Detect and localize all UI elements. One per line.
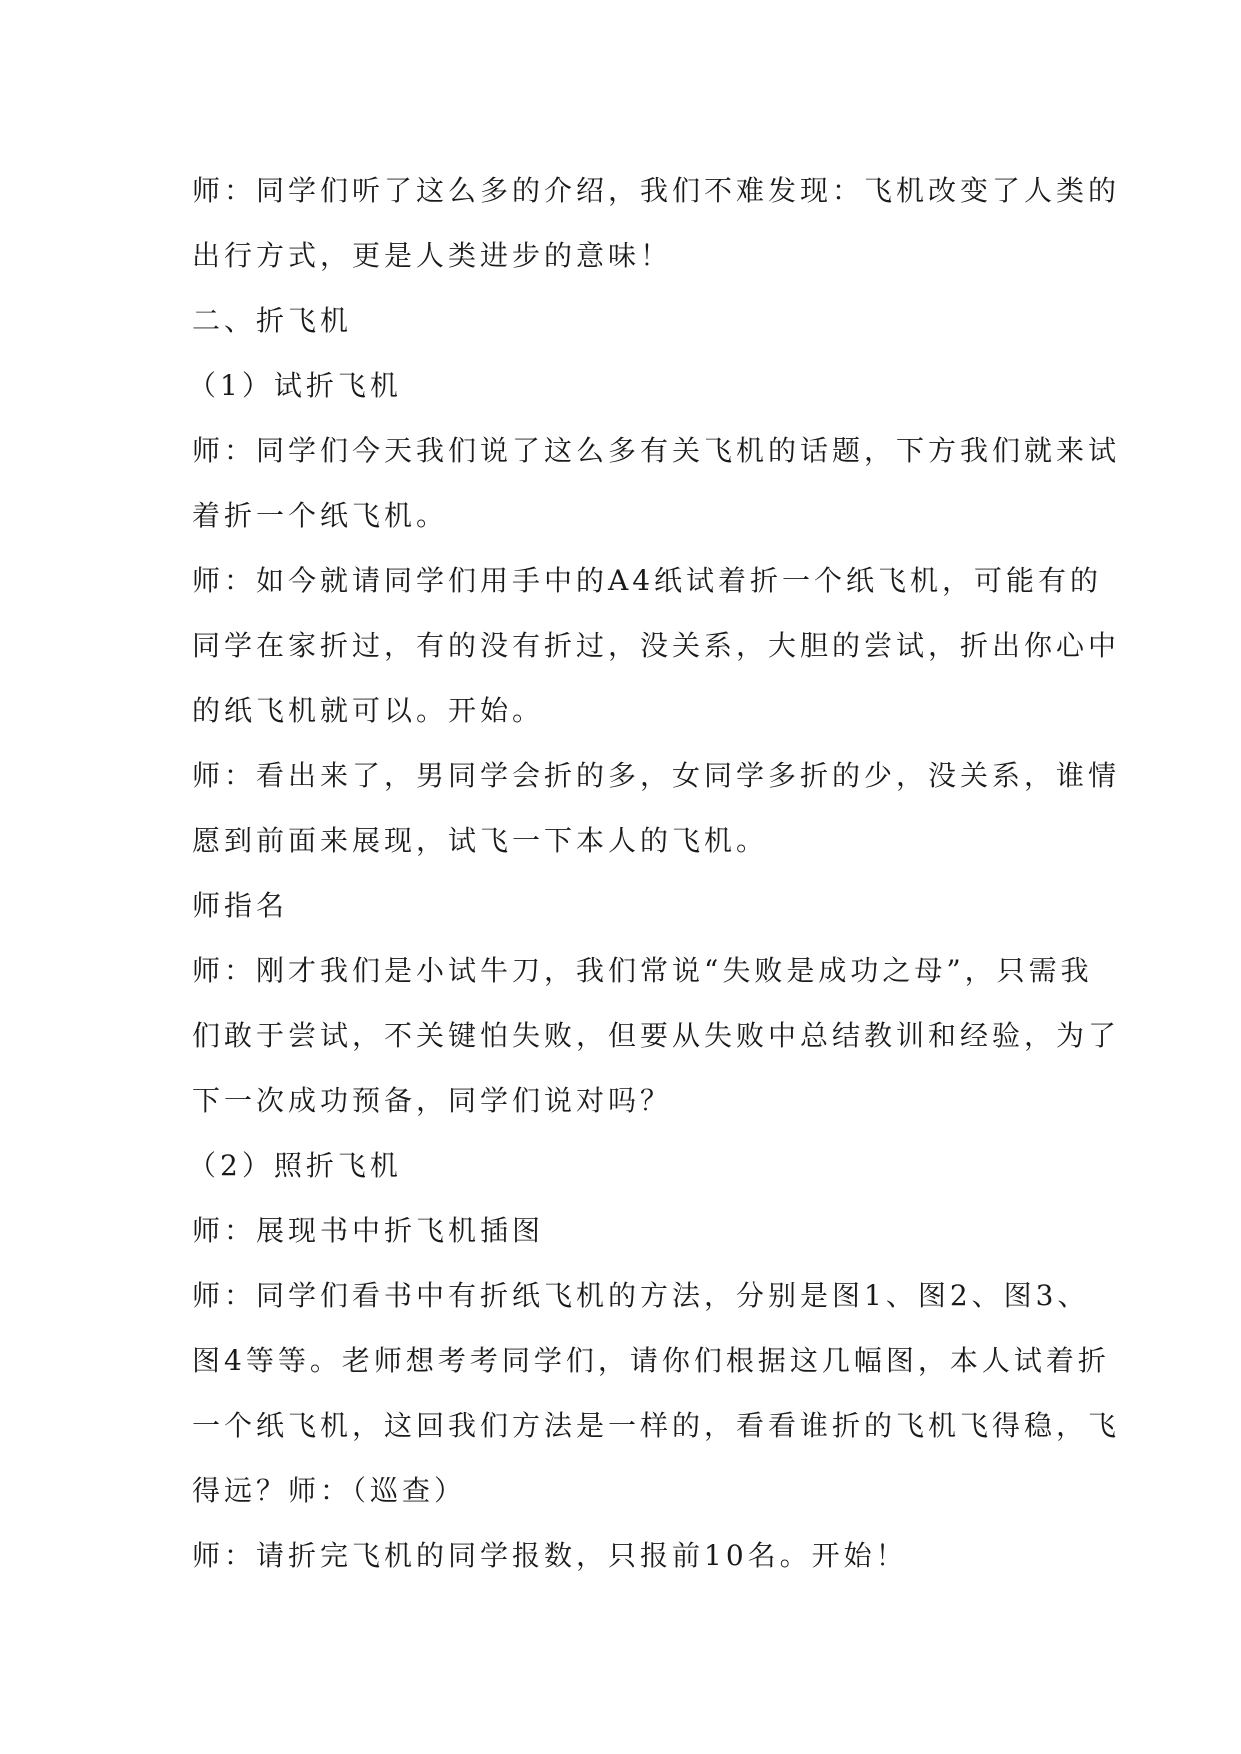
text-line: 得远？师：（巡查） bbox=[192, 1474, 467, 1507]
text-line: 一个纸飞机，这回我们方法是一样的，看看谁折的飞机飞得稳，飞 bbox=[192, 1409, 1121, 1442]
text-line: 师：同学们今天我们说了这么多有关飞机的话题，下方我们就来试 bbox=[192, 434, 1121, 467]
text-line: 师指名 bbox=[192, 889, 289, 922]
text-line: 的纸飞机就可以。开始。 bbox=[192, 694, 545, 727]
text-line: 图4等等。老师想考考同学们，请你们根据这几幅图，本人试着折 bbox=[192, 1344, 1110, 1377]
text-line: 师：同学们看书中有折纸飞机的方法，分别是图1、图2、图3、 bbox=[192, 1279, 1090, 1312]
text-line: 师：请折完飞机的同学报数，只报前10名。开始！ bbox=[192, 1539, 908, 1572]
text-line: 下一次成功预备，同学们说对吗？ bbox=[192, 1084, 673, 1117]
text-line: 们敢于尝试，不关键怕失败，但要从失败中总结教训和经验，为了 bbox=[192, 1019, 1121, 1052]
text-line: 师：看出来了，男同学会折的多，女同学多折的少，没关系，谁情 bbox=[192, 759, 1121, 792]
text-line: 师：展现书中折飞机插图 bbox=[192, 1214, 545, 1247]
document-body bbox=[188, 158, 1121, 1588]
text-line: 着折一个纸飞机。 bbox=[192, 499, 449, 532]
text-line: 愿到前面来展现，试飞一下本人的飞机。 bbox=[192, 824, 769, 857]
text-line: 出行方式，更是人类进步的意味！ bbox=[192, 239, 673, 272]
text-line: 师：同学们听了这么多的介绍，我们不难发现：飞机改变了人类的 bbox=[192, 174, 1121, 207]
section-heading: 二、折飞机 bbox=[192, 304, 353, 337]
text-line: 师：刚才我们是小试牛刀，我们常说“失败是成功之母”，只需我 bbox=[192, 954, 1093, 987]
text-line: 师：如今就请同学们用手中的A4纸试着折一个纸飞机，可能有的 bbox=[192, 564, 1103, 597]
subsection-heading: （1）试折飞机 bbox=[188, 369, 402, 402]
text-line: 同学在家折过，有的没有折过，没关系，大胆的尝试，折出你心中 bbox=[192, 629, 1121, 662]
subsection-heading: （2）照折飞机 bbox=[188, 1149, 402, 1182]
